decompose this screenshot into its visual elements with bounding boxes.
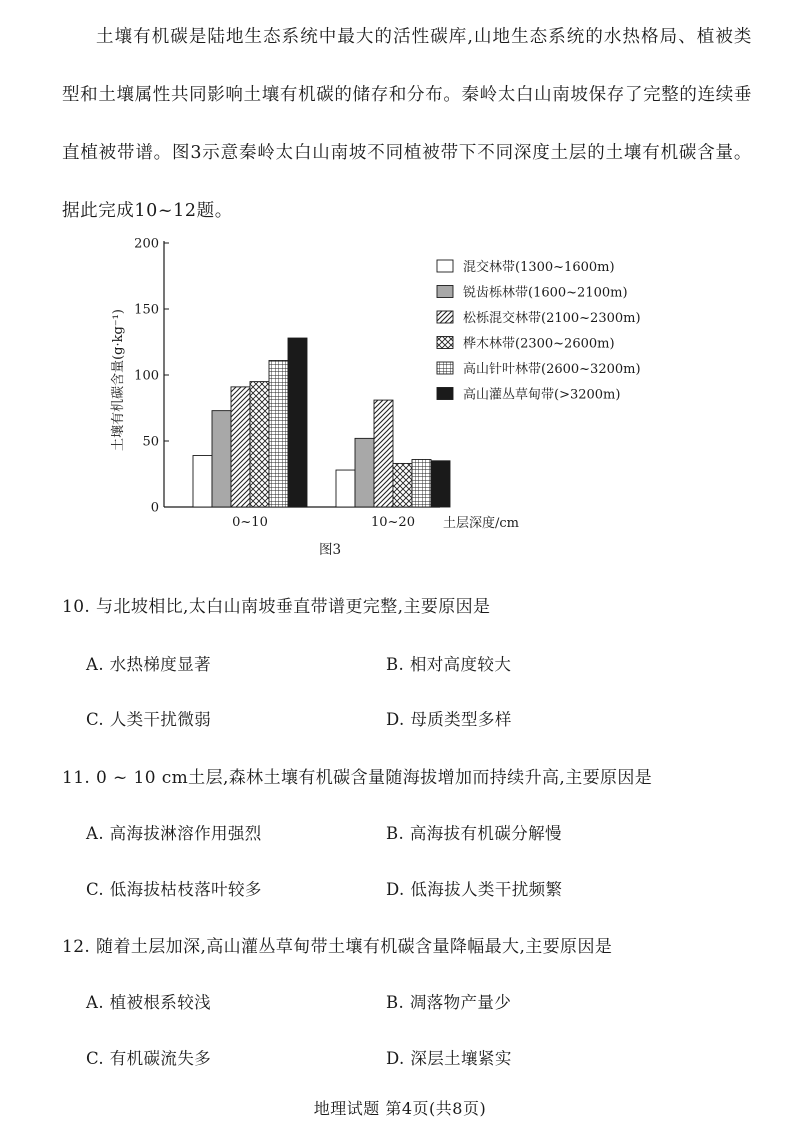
figure-caption: 图3 <box>318 542 342 558</box>
legend-entry: 桦木林带(2300~2600m) <box>463 336 615 352</box>
y-tick-label: 50 <box>142 434 159 450</box>
question-12-stem: 12. 随着土层加深,高山灌丛草甸带土壤有机碳含量降幅最大,主要原因是 <box>62 937 613 957</box>
legend-swatch <box>437 337 453 349</box>
q12-option-c: C. 有机碳流失多 <box>86 1049 212 1068</box>
bar <box>336 470 355 507</box>
legend-entry: 混交林带(1300~1600m) <box>463 260 615 275</box>
bar <box>231 387 250 507</box>
x-tick-label: 10~20 <box>371 515 415 530</box>
bar <box>269 360 288 507</box>
bar <box>374 400 393 507</box>
q10-option-a: A. 水热梯度显著 <box>86 655 212 674</box>
bar <box>288 338 307 507</box>
intro-paragraph: 土壤有机碳是陆地生态系统中最大的活性碳库,山地生态系统的水热格局、植被类型和土壤属性共同影响土壤有机碳的储存和分布。秦岭太白山南坡保存了完整的连续垂直植被带谱。图3示意秦岭太白山南坡不同植被带下不同深度土层的土壤有机碳含量。据此完成10~12题。 <box>62 27 752 221</box>
y-axis-label: 土壤有机碳含量(g·kg⁻¹) <box>111 309 126 451</box>
soil-carbon-bar-chart <box>100 228 700 563</box>
x-tick-label: 0~10 <box>232 515 268 530</box>
legend-swatch <box>437 286 453 298</box>
y-tick-label: 150 <box>134 302 159 318</box>
legend-entry: 高山针叶林带(2600~3200m) <box>463 362 641 377</box>
q11-option-a: A. 高海拔淋溶作用强烈 <box>86 824 262 843</box>
legend-swatch <box>437 388 453 400</box>
legend-entry: 锐齿栎林带(1600~2100m) <box>463 285 628 301</box>
q12-option-a: A. 植被根系较浅 <box>86 993 212 1012</box>
bar <box>212 411 231 507</box>
bar <box>355 438 374 507</box>
legend-entry: 松栎混交林带(2100~2300m) <box>463 311 641 326</box>
q11-option-b: B. 高海拔有机碳分解慢 <box>386 824 562 843</box>
x-axis-label: 土层深度/cm <box>443 516 519 531</box>
page-footer: 地理试题 第4页(共8页) <box>313 1099 487 1118</box>
q12-option-d: D. 深层土壤紧实 <box>386 1049 512 1068</box>
q10-option-b: B. 相对高度较大 <box>386 655 512 674</box>
bar <box>412 459 431 507</box>
bar <box>193 456 212 507</box>
question-10-stem: 10. 与北坡相比,太白山南坡垂直带谱更完整,主要原因是 <box>62 597 491 617</box>
y-tick-label: 100 <box>134 368 159 384</box>
legend <box>437 259 641 403</box>
q10-option-c: C. 人类干扰微弱 <box>86 710 212 729</box>
question-11-stem: 11. 0 ~ 10 cm土层,森林土壤有机碳含量随海拔增加而持续升高,主要原因是 <box>62 768 653 788</box>
legend-swatch <box>437 311 453 323</box>
y-tick-label: 0 <box>150 500 159 516</box>
legend-swatch <box>437 260 453 272</box>
q11-option-d: D. 低海拔人类干扰频繁 <box>386 880 563 899</box>
q10-option-d: D. 母质类型多样 <box>386 710 512 729</box>
legend-entry: 高山灌丛草甸带(>3200m) <box>463 387 621 403</box>
bars-layer <box>193 338 450 530</box>
legend-swatch <box>437 362 453 374</box>
q12-option-b: B. 凋落物产量少 <box>386 993 512 1012</box>
bar <box>250 382 269 507</box>
y-tick-label: 200 <box>134 236 159 252</box>
bar <box>393 463 412 507</box>
q11-option-c: C. 低海拔枯枝落叶较多 <box>86 880 262 899</box>
bar <box>431 461 450 507</box>
